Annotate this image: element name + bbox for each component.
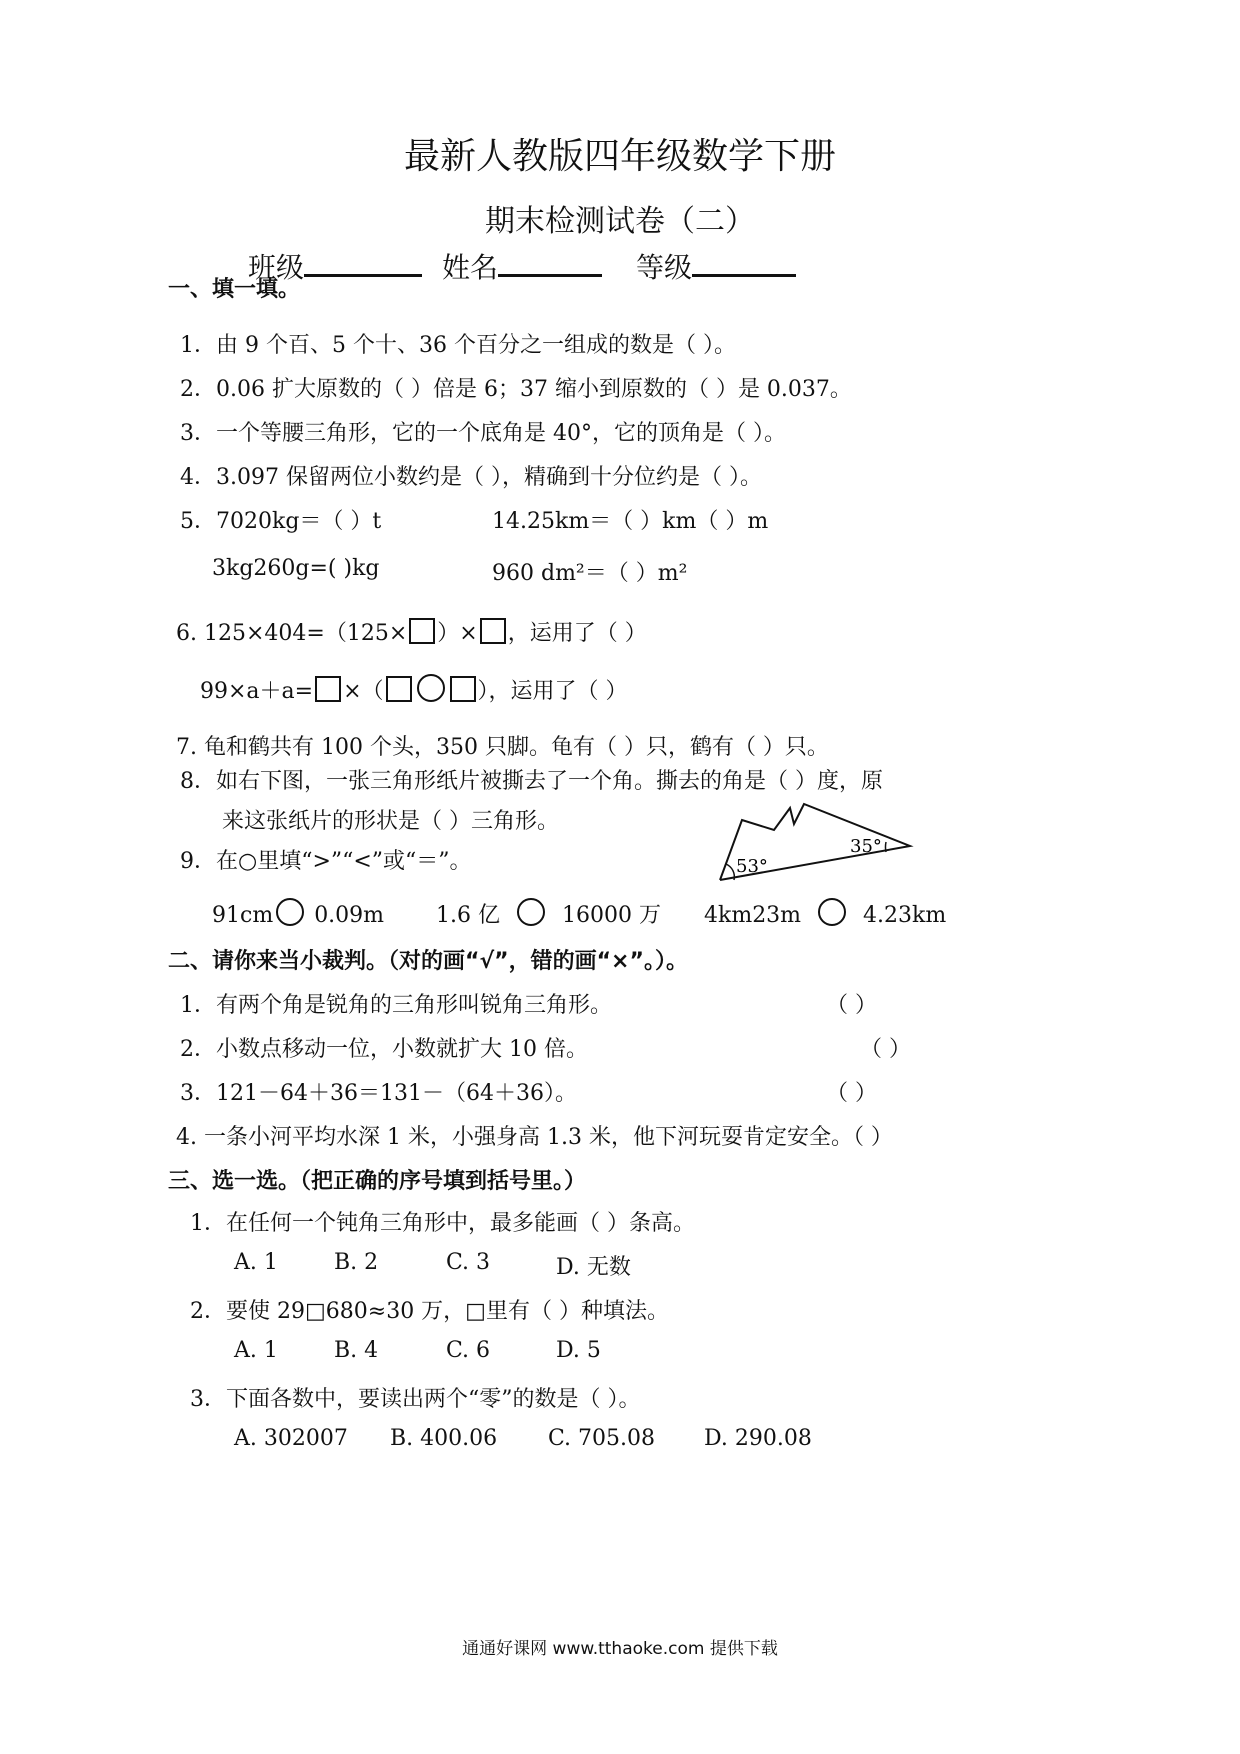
s3-q2-opt-d: D. 5 <box>556 1338 601 1363</box>
grade-label: 等级 <box>636 251 693 284</box>
page-subtitle: 期末检测试卷（二） <box>485 204 755 239</box>
s2-item-2-paren[interactable]: （ ） <box>860 1037 911 1062</box>
section2-heading: 二、请你来当小裁判。（对的画“√”，错的画“×”。）。 <box>168 949 688 974</box>
q9-item-3 <box>704 898 946 928</box>
s1-question-6a <box>176 616 647 647</box>
torn-triangle-figure <box>712 796 922 888</box>
s1-question-5d: 960 dm²＝（ ）m² <box>492 561 688 586</box>
s1-question-2: 2．0.06 扩大原数的（ ）倍是 6；37 缩小到原数的（ ）是 0.037。 <box>180 377 852 402</box>
q6b-circle[interactable] <box>417 674 445 702</box>
s3-question-2: 2．要使 29□680≈30 万，□里有（ ）种填法。 <box>190 1299 669 1324</box>
s1-question-8b: 来这张纸片的形状是（ ）三角形。 <box>222 809 559 834</box>
s2-item-4-text: 4. 一条小河平均水深 1 米，小强身高 1.3 米，他下河玩耍肯定安全。（ ） <box>176 1125 893 1150</box>
page-title: 最新人教版四年级数学下册 <box>403 136 836 177</box>
q6a-prefix: 6. 125×404=（125× <box>176 621 408 646</box>
q6b-suffix: ），运用了（ ） <box>477 679 628 704</box>
s1-question-3: 3．一个等腰三角形，它的一个底角是 40°，它的顶角是（ ）。 <box>180 421 786 446</box>
s1-question-9: 9．在○里填“>”“<”或“＝”。 <box>180 849 472 874</box>
grade-blank[interactable] <box>692 248 796 277</box>
name-blank[interactable] <box>498 248 602 277</box>
s1-question-1: 1．由 9 个百、5 个十、36 个百分之一组成的数是（ ）。 <box>180 333 736 358</box>
q9-3-circle[interactable] <box>818 898 846 926</box>
q9-3-right: 4.23km <box>863 903 947 928</box>
s3-q1-opt-c: C. 3 <box>446 1250 491 1275</box>
q6b-prefix: 99×a＋a= <box>200 679 314 704</box>
q9-1-left: 91cm <box>212 903 274 928</box>
class-blank[interactable] <box>304 248 422 277</box>
s3-question-3: 3．下面各数中，要读出两个“零”的数是（ ）。 <box>190 1387 641 1412</box>
q9-1-right: 0.09m <box>314 903 385 928</box>
section1-heading: 一、填一填。 <box>168 277 301 302</box>
s1-question-5b: 14.25km＝（ ）km（ ）m <box>492 509 769 534</box>
q6a-box-2[interactable] <box>480 618 506 644</box>
q6a-suffix: ，运用了（ ） <box>507 621 647 646</box>
s2-item-2-text: 2．小数点移动一位，小数就扩大 10 倍。 <box>180 1037 588 1062</box>
class-label: 班级 <box>248 251 305 284</box>
s3-q3-opt-c: C. 705.08 <box>548 1426 656 1451</box>
q9-1-circle[interactable] <box>276 898 304 926</box>
q6a-box-1[interactable] <box>409 618 435 644</box>
s3-q1-opt-a: A. 1 <box>234 1250 278 1275</box>
angle-left-label: 53° <box>736 856 768 877</box>
s2-item-1-text: 1．有两个角是锐角的三角形叫锐角三角形。 <box>180 993 612 1018</box>
q9-2-right: 16000 万 <box>561 903 661 928</box>
angle-right-label: 35° <box>850 836 882 857</box>
q9-item-1 <box>212 898 384 928</box>
q6b-mid: ×（ <box>343 679 384 704</box>
q9-2-left: 1.6 亿 <box>436 903 500 928</box>
s2-item-3-text: 3．121－64＋36＝131－（64＋36）。 <box>180 1081 577 1106</box>
q9-item-2 <box>436 898 661 929</box>
right-angle-arc <box>885 842 886 852</box>
s3-q1-opt-b: B. 2 <box>334 1250 379 1275</box>
s3-q2-opt-c: C. 6 <box>446 1338 491 1363</box>
s1-question-6b <box>200 674 628 705</box>
s2-item-3-paren[interactable]: （ ） <box>826 1081 877 1106</box>
q6b-box-2[interactable] <box>386 676 412 702</box>
s1-question-7: 7. 龟和鹤共有 100 个头，350 只脚。龟有（ ）只，鹤有（ ）只。 <box>176 735 829 760</box>
section3-heading: 三、选一选。（把正确的序号填到括号里。） <box>168 1169 587 1194</box>
s3-q1-opt-d: D. 无数 <box>556 1255 631 1280</box>
s3-q3-opt-d: D. 290.08 <box>704 1426 812 1451</box>
grade-field <box>636 246 796 286</box>
s3-q2-opt-a: A. 1 <box>234 1338 278 1363</box>
s3-q3-opt-a: A. 302007 <box>234 1426 348 1451</box>
s1-question-8a: 8．如右下图，一张三角形纸片被撕去了一个角。撕去的角是（ ）度，原 <box>180 769 883 794</box>
s2-item-1-paren[interactable]: （ ） <box>826 993 877 1018</box>
s3-q3-opt-b: B. 400.06 <box>390 1426 498 1451</box>
q9-3-left: 4km23m <box>704 903 802 928</box>
q6b-box-3[interactable] <box>450 676 476 702</box>
s3-question-1: 1．在任何一个钝角三角形中，最多能画（ ）条高。 <box>190 1211 695 1236</box>
q6b-box-1[interactable] <box>315 676 341 702</box>
s1-question-5a: 5．7020kg＝（ ）t <box>180 509 382 534</box>
s1-question-5c: 3kg260g=( )kg <box>212 556 380 581</box>
q6a-mid: ）× <box>437 621 478 646</box>
s1-question-4: 4．3.097 保留两位小数约是（ ），精确到十分位约是（ ）。 <box>180 465 762 490</box>
name-field <box>442 246 602 286</box>
name-label: 姓名 <box>442 251 499 284</box>
footer-source: 通通好课网 www.tthaoke.com 提供下载 <box>462 1639 778 1659</box>
s3-q2-opt-b: B. 4 <box>334 1338 379 1363</box>
q9-2-circle[interactable] <box>517 898 545 926</box>
